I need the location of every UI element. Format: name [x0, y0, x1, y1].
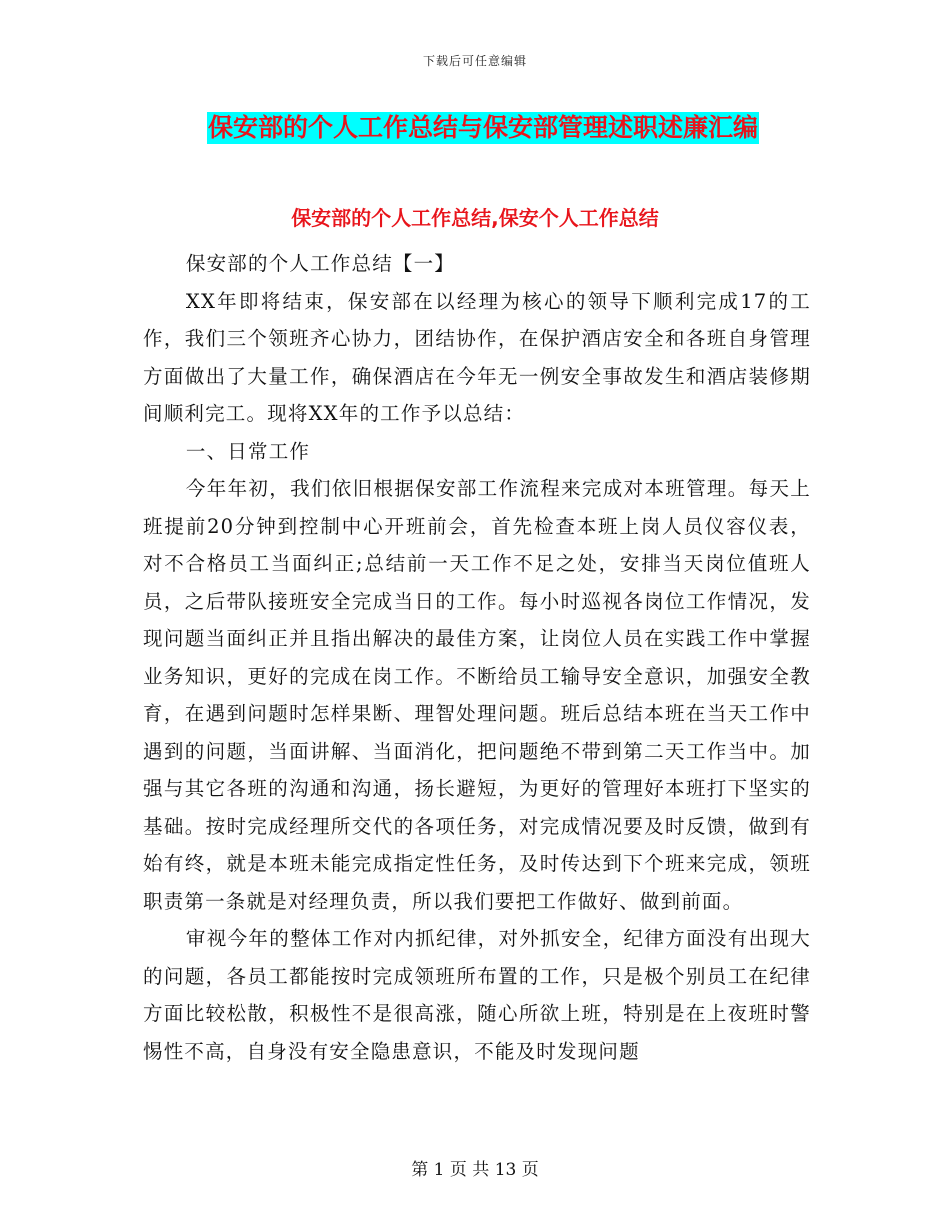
- paragraph: 审视今年的整体工作对内抓纪律，对外抓安全，纪律方面没有出现大的问题，各员工都能按时完成领班所布置的工作，只是极个别员工在纪律方面比较松散，积极性不是很高涨，随心所欲上班，特别是在上夜班时警惕性不高，自身没有安全隐患意识，不能及时发现问题: [143, 927, 811, 1063]
- body-text: [143, 245, 811, 1070]
- page-footer: 第 1 页 共 13 页: [411, 1160, 539, 1180]
- header-note: 下载后可任意编辑: [422, 54, 527, 68]
- paragraph: XX年即将结束，保安部在以经理为核心的领导下顺利完成17的工作，我们三个领班齐心协力，团结协作，在保护酒店安全和各班自身管理方面做出了大量工作，确保酒店在今年无一例安全事故发生和酒店装修期间顺利完工。现将XX年的工作予以总结：: [143, 289, 811, 425]
- section-title: 保安部的个人工作总结,保安个人工作总结: [291, 206, 659, 230]
- paragraph: 今年年初，我们依旧根据保安部工作流程来完成对本班管理。每天上班提前20分钟到控制中心开班前会，首先检查本班上岗人员仪容仪表，对不合格员工当面纠正;总结前一天工作不足之处，安排当天岗位值班人员，之后带队接班安全完成当日的工作。每小时巡视各岗位工作情况，发现问题当面纠正并且指出解决的最佳方案，让岗位人员在实践工作中掌握业务知识，更好的完成在岗工作。不断给员工输导安全意识，加强安全教育，在遇到问题时怎样果断、理智处理问题。班后总结本班在当天工作中遇到的问题，当面讲解、当面消化，把问题绝不带到第二天工作当中。加强与其它各班的沟通和沟通，扬长避短，为更好的管理好本班打下坚实的基础。按时完成经理所交代的各项任务，对完成情况要及时反馈，做到有始有终，就是本班未能完成指定性任务，及时传达到下个班来完成，领班职责第一条就是对经理负责，所以我们要把工作做好、做到前面。: [143, 477, 811, 913]
- paragraph-subheading: 一、日常工作: [185, 439, 311, 463]
- document-title: 保安部的个人工作总结与保安部管理述职述廉汇编: [208, 113, 759, 142]
- paragraph-heading: 保安部的个人工作总结【一】: [185, 252, 455, 275]
